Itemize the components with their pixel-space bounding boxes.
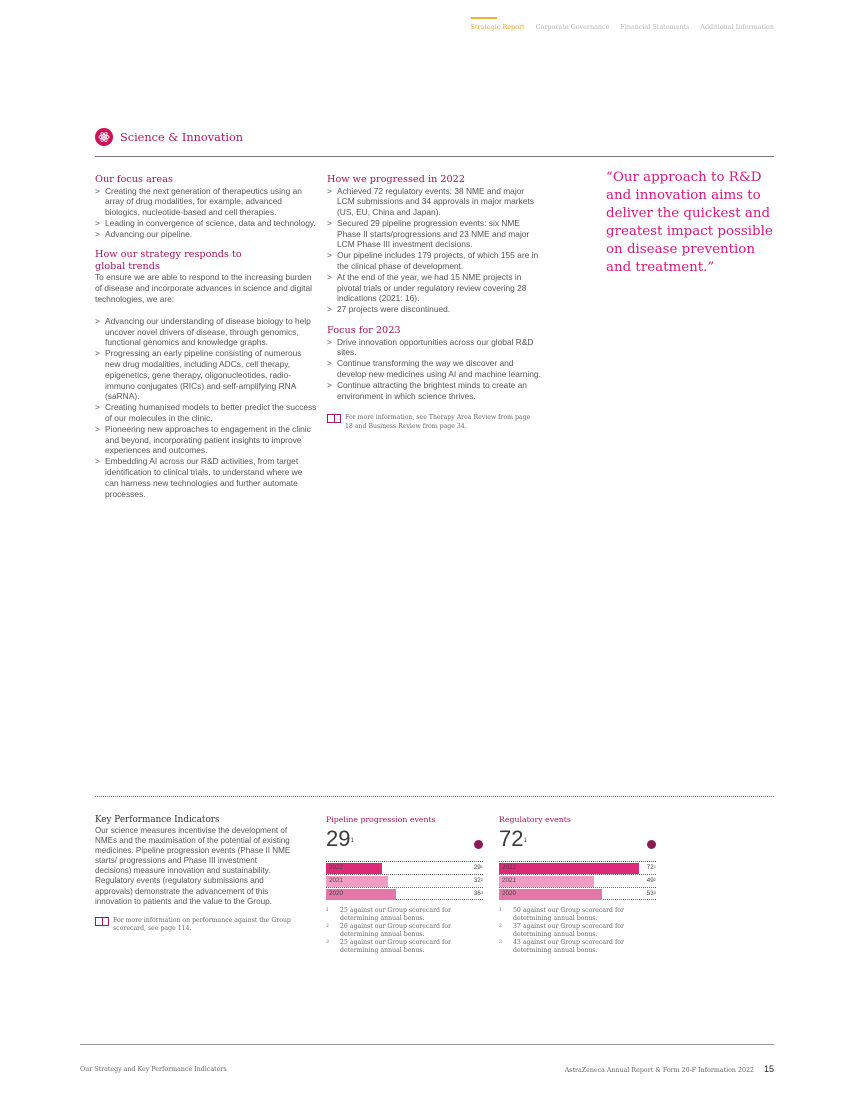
chart-title: Regulatory events bbox=[499, 815, 571, 824]
bar-value-label: $49^2$ bbox=[646, 877, 656, 884]
kpi-reference-text: For more information on performance against the Group scorecard, see page 114. bbox=[113, 916, 291, 933]
kpi-title: Key Performance Indicators bbox=[95, 815, 220, 825]
reference-note[interactable] bbox=[327, 414, 543, 431]
list-item: > Achieved 72 regulatory events: 38 NME and major LCM submissions and 34 approvals in major markets (US, EU, China and Japan). bbox=[327, 186, 543, 218]
list-item: > Leading in convergence of science, data and technology. bbox=[95, 218, 317, 229]
footnote: 1 25 against our Group scorecard for determining annual bonus. bbox=[326, 907, 451, 922]
bar-row bbox=[499, 861, 656, 874]
footer-left: Our Strategy and Key Performance Indicators bbox=[80, 1066, 227, 1073]
kpi-block bbox=[95, 815, 295, 933]
nav-additional-information[interactable]: Additional Information bbox=[700, 23, 774, 31]
bar-group bbox=[326, 861, 483, 900]
kpi-text: Our science measures incentivise the development of NMEs and the maximisation of the potential of existing medicines. Pipeline progression events (Phase II NME starts/ progressions and Phase III investment decisions) measure innovation and sustainability. Regulatory events (regulatory submissions and approvals) demonstrate the advancement of this innovation to patients and the value to the Group. bbox=[95, 826, 291, 906]
focus-heading: Our focus areas bbox=[95, 174, 173, 185]
list-item: > Pioneering new approaches to engagement in the clinic and beyond, incorporating patient insights to improve experiences and outcomes. bbox=[95, 424, 317, 456]
bar-row bbox=[326, 874, 483, 887]
bar bbox=[499, 863, 639, 874]
footnote: 2 26 against our Group scorecard for determining annual bonus. bbox=[326, 923, 451, 938]
bar-year-label: 2020 bbox=[502, 890, 517, 897]
indicator-dot bbox=[647, 840, 656, 849]
chart-notes bbox=[499, 907, 649, 955]
page-number: 15 bbox=[763, 1064, 774, 1074]
headline-sup: 1 bbox=[350, 838, 354, 844]
divider bbox=[95, 156, 774, 157]
list-item: > Embedding AI across our R&D activities, from target identification to clinical trials, to understand where we can harness new technologies and further automate processes. bbox=[95, 456, 317, 499]
nav-financial-statements[interactable]: Financial Statements bbox=[620, 23, 690, 31]
bar-value-label: $32^2$ bbox=[473, 877, 483, 884]
footnote: 1 50 against our Group scorecard for determining annual bonus. bbox=[499, 907, 624, 922]
section-header bbox=[95, 128, 243, 146]
pull-quote: “Our approach to R&D and innovation aims to deliver the quickest and greatest impact possible on disease prevention and treatment.” bbox=[606, 170, 773, 276]
bar-year-label: 2020 bbox=[329, 890, 344, 897]
bar-value-label: $53^3$ bbox=[646, 890, 656, 897]
book-icon bbox=[327, 414, 341, 423]
left-column bbox=[95, 174, 317, 499]
strategy-heading: How our strategy responds to global trends bbox=[95, 249, 242, 272]
list-item: > Secured 29 pipeline progression events: six NME Phase II starts/progressions and 23 NME and major LCM Phase III investment decisions. bbox=[327, 218, 543, 250]
chart-title: Pipeline progression events bbox=[326, 815, 436, 824]
bar-group bbox=[499, 861, 656, 900]
atom-icon bbox=[95, 128, 113, 146]
bar-row bbox=[499, 874, 656, 887]
footer-divider bbox=[80, 1044, 774, 1045]
list-item: > At the end of the year, we had 15 NME projects in pivotal trials or under regulatory review covering 28 indications (2021: 16). bbox=[327, 272, 543, 304]
section-title: Science & Innovation bbox=[120, 130, 244, 144]
top-nav bbox=[471, 23, 774, 31]
nav-strategic-report[interactable]: Strategic Report bbox=[470, 23, 525, 31]
bar-year-label: 2022 bbox=[329, 864, 344, 871]
list-item: > Continue transforming the way we discover and develop new medicines using AI and machine learning. bbox=[327, 358, 543, 380]
list-item: > Advancing our understanding of disease biology to help uncover novel drivers of disease, through genomics, functional genomics and knowledge graphs. bbox=[95, 316, 317, 348]
progress-list bbox=[327, 186, 543, 316]
headline-value: 72 bbox=[499, 826, 524, 851]
indicator-dot bbox=[474, 840, 483, 849]
list-item: > Advancing our pipeline. bbox=[95, 229, 317, 240]
nav-corporate-governance[interactable]: Corporate Governance bbox=[535, 23, 610, 31]
strategy-list bbox=[95, 316, 317, 500]
list-item: > Progressing an early pipeline consisting of numerous new drug modalities, including ADCs, cell therapy, epigenetics, gene therapy, oligonucleotides, radio-immuno conjugates (RICs) and self-amplifying RNA (saRNA). bbox=[95, 348, 317, 402]
footnote: 3 43 against our Group scorecard for determining annual bonus. bbox=[499, 939, 624, 954]
chart-headline bbox=[499, 827, 659, 851]
regulatory-chart bbox=[499, 815, 659, 954]
middle-column bbox=[327, 174, 543, 431]
footnote: 2 37 against our Group scorecard for determining annual bonus. bbox=[499, 923, 624, 938]
dotted-divider bbox=[95, 796, 774, 797]
footnote: 3 25 against our Group scorecard for determining annual bonus. bbox=[326, 939, 451, 954]
list-item: > Drive innovation opportunities across our global R&D sites. bbox=[327, 337, 543, 359]
bar-row bbox=[326, 861, 483, 874]
progress-heading: How we progressed in 2022 bbox=[327, 174, 466, 185]
chart-headline bbox=[326, 827, 486, 851]
pipeline-chart bbox=[326, 815, 486, 954]
headline-sup: 1 bbox=[523, 838, 527, 844]
footer-right bbox=[565, 1064, 774, 1074]
bar-value-label: $36^3$ bbox=[473, 890, 483, 897]
list-item: > 27 projects were discontinued. bbox=[327, 304, 543, 315]
footer-title: AstraZeneca Annual Report & Form 20-F Information 2022 bbox=[564, 1067, 754, 1074]
bar-value-label: $29^1$ bbox=[473, 864, 483, 871]
focus-2023-heading: Focus for 2023 bbox=[327, 325, 401, 337]
list-item: > Our pipeline includes 179 projects, of which 155 are in the clinical phase of development. bbox=[327, 250, 543, 272]
focus-list bbox=[95, 186, 317, 240]
kpi-reference-note[interactable] bbox=[95, 917, 295, 934]
strategy-intro: To ensure we are able to respond to the increasing burden of disease and incorporate advances in science and digital technologies, we are: bbox=[95, 272, 312, 305]
book-icon bbox=[95, 917, 109, 926]
bar-value-label: $72^1$ bbox=[646, 864, 656, 871]
list-item: > Creating the next generation of therapeutics using an array of drug modalities, for example, advanced biologics, nucleotide-based and cell therapies. bbox=[95, 186, 317, 218]
bar-row bbox=[326, 887, 483, 900]
bar-row bbox=[499, 887, 656, 900]
bar-year-label: 2022 bbox=[502, 864, 517, 871]
bar-year-label: 2021 bbox=[329, 877, 344, 884]
headline-value: 29 bbox=[326, 826, 351, 851]
chart-notes bbox=[326, 907, 476, 955]
focus-2023-list bbox=[327, 337, 543, 402]
reference-text: For more information, see Therapy Area Review from page 18 and Business Review from page 34. bbox=[345, 414, 531, 430]
list-item: > Creating humanised models to better predict the success of our molecules in the clinic. bbox=[95, 402, 317, 424]
list-item: > Continue attracting the brightest minds to create an environment in which science thrives. bbox=[327, 380, 543, 402]
bar-year-label: 2021 bbox=[502, 877, 517, 884]
